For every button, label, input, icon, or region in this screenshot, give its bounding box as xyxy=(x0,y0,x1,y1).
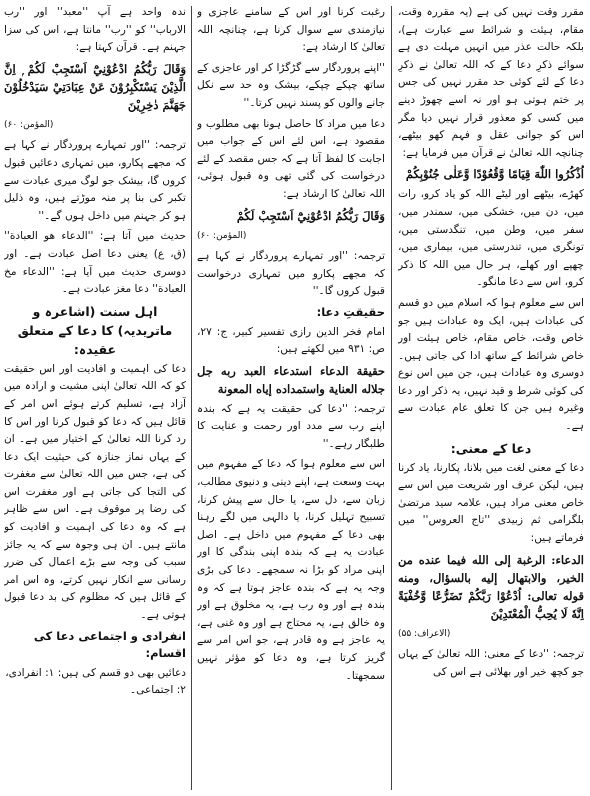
left-column xyxy=(4,4,186,792)
column-divider xyxy=(391,6,392,790)
paragraph: دعا میں مراد کا حاصل ہونا بھی مطلوب و مقصود ہے، اس لئے اس کے جواب میں اجابت کا لفظ آتا ہے کہ جس مقصد کے لئے درخواست کی گئی تھی وہ قبول ہوئی، اللہ تعالیٰ کا ارشاد ہے: xyxy=(197,117,385,200)
paragraph: دعا کے معنی لغت میں بلانا، پکارنا، یاد کرنا ہیں، لیکن عرف اور شریعت میں اس سے خاص معنی مراد ہیں، علامہ سید مرتضیٰ بلگرامی ثم زبیدی ''تاج العروس'' میں فرماتے ہیں: xyxy=(398,461,584,545)
verse-reference: (المؤمن: ۶۰) xyxy=(197,230,247,241)
quran-verse: وَقَالَ رَبُّكُمُ ادْعُوْنِيْٓ اَسْتَجِبْ لَكُمْ xyxy=(236,208,385,223)
column-divider xyxy=(191,6,192,790)
paragraph: امام فخر الدین رازی تفسیر کبیر، ج: ۲۷، ص: ۹۳۱ میں لکھتے ہیں: xyxy=(197,325,385,356)
paragraph: ترجمہ: ''دعا کی حقیقت یہ ہے کہ بندہ اپنے رب سے مدد اور رحمت و عنایت کا طلبگار رہے۔'' xyxy=(197,402,385,450)
section-heading: اہل سنت (اشاعرہ و ماتریدیہ) کا دعا کے متعلق عقیدہ: xyxy=(17,303,173,357)
section-heading: حقیقتِ دعا: xyxy=(316,304,385,319)
paragraph: اس سے معلوم ہوا کہ دعا کے مفہوم میں بہت وسعت ہے، اپنے دینی و دنیوی مطالب، زبان سے، دل سے، یا حال سے پیش کرنا، تسبیح تہلیل کرنا، یا دالہی میں لگے رہنا بھی دعا کے مفہوم میں داخل ہے۔ اصل عبادت یہ ہے کہ بندہ اپنی بندگی کا اور اپنی مراد کو بڑا نہ سمجھے۔ دعا کی بڑی وجہ یہ ہے کہ بندہ عاجز ہوتا ہے کہ وہ بندہ ہے اور وہ رب ہے، یہ مخلوق ہے اور وہ خالق ہے، یہ محتاج ہے اور وہ غنی ہے، یہ عاجز ہے وہ قادر ہے، جو اس امر سے گریز کرتا ہے، وہ دعا کو مؤثر نہیں سمجھتا۔ xyxy=(197,458,385,682)
verse-reference: (المؤمن: ۶۰) xyxy=(4,119,54,130)
arabic-quote: الدعاء: الرغبة إلى الله فيما عنده من الخير، والابتهال إليه بالسؤال، ومنه قوله تعالى: اُدْعُوْا رَبَّكُمْ تَضَرُّعًا وَّخُفْيَةً اِنَّهٗ لَا يُحِبُّ الْمُعْتَدِيْنَ xyxy=(398,552,584,621)
paragraph: ترجمہ: ''دعا کے معنی: اللہ تعالیٰ کے یہاں جو کچھ خیر اور بھلائی ہے اس کی xyxy=(398,648,584,678)
section-heading: دعا کے معنی: xyxy=(450,440,532,456)
paragraph: ندہ واحد ہے آپ ''معبد'' اور ''رب الارباب'' کو ''رب'' مانتا ہے، اس کی سزا جہنم ہے۔ قرآن کہتا ہے: xyxy=(4,6,186,54)
section-heading: انفرادی و اجتماعی دعا کی اقسام: xyxy=(33,628,186,661)
paragraph: ترجمہ: ''اور تمہارے پروردگار نے کہا ہے کہ مجھے پکارو، میں تمہاری دعائیں قبول کروں گا، بیشک جو لوگ میری عبادت سے تکبر کی بنا پر منہ موڑتے ہیں، وہ ذلیل ہو کر جہنم میں داخل ہوں گے۔'' xyxy=(4,139,186,222)
quran-verse: وَقَالَ رَبُّكُمُ ادْعُوْنِيْٓ اَسْتَجِبْ لَكُمْ ۭ اِنَّ الَّذِيْنَ يَسْتَكْبِرُوْنَ عَنْ عِبَادَتِيْ سَيَدْخُلُوْنَ جَهَنَّمَ دٰخِرِيْنَ xyxy=(4,61,186,112)
right-column xyxy=(398,4,584,792)
arabic-quote: حقيقة الدعاء استدعاء العبد ربه جل جلاله العناية واستمداده إياه المعونة xyxy=(197,363,385,396)
paragraph: کھڑے، بیٹھے اور لیٹے اللہ کو یاد کرو، رات میں، دن میں، خشکی میں، سمندر میں، سفر میں، وطن میں، تنگدستی میں، تونگری میں، تندرستی میں، بیماری میں، چھپے اور کھلے، ہر حال میں اللہ کا ذکر کرو، اس سے دعا مانگو۔ xyxy=(398,188,584,289)
paragraph: رغبت کرنا اور اس کے سامنے عاجزی و نیازمندی سے سوال کرنا ہے، چنانچہ اللہ تعالیٰ کا ارشاد ہے: xyxy=(197,6,385,54)
paragraph: مقرر وقت نہیں کی ہے (یہ مقررہ وقت، مقام، ہیئت و شرائط سے عبارت ہے)، بلکہ حالت عذر میں انہیں مہلت دی ہے سوائے ذکرِ دعا کے کہ اللہ تعالیٰ نے ذکرِ دعا کے لئے کوئی حد مقرر نہیں کی جس پر ختم ہوتی ہو اور نہ اسے چھوڑ دینے میں کسی کو معذور قرار نہیں دیا مگر اس کو جوانی عقل و فہم کھو بیٹھے، چنانچہ اللہ تعالیٰ نے قرآن میں فرمایا ہے: xyxy=(398,6,584,159)
verse-reference: (الاعراف: ۵۵) xyxy=(398,628,451,639)
middle-column xyxy=(197,4,385,792)
list-item: ۲: اجتماعی۔ xyxy=(129,684,186,697)
paragraph: اس سے معلوم ہوا کہ اسلام میں دو قسم کی عبادات ہیں، ایک وہ عبادات ہیں جو خاص وقت، خاص مقام، خاص ہیئت اور خاص شرائط کے ساتھ ادا کی جاتی ہیں۔ دوسری وہ عبادات ہیں، جن میں اس نوع کی کوئی شرط و قید نہیں، یہ ذکر اور دعا وغیرہ ہیں جن کا تعلق عام عبادت سے ہے۔ xyxy=(398,296,584,433)
paragraph: ترجمہ: ''اور تمہارے پروردگار نے کہا ہے کہ مجھے پکارو میں تمہاری درخواست قبول کروں گا۔'' xyxy=(197,250,385,298)
list-item: دعائیں بھی دو قسم کی ہیں: ۱: انفرادی، xyxy=(5,666,186,679)
paragraph: دعا کی اہمیت و افادیت اور اس حقیقت کو کہ اللہ تعالیٰ اپنی مشیت و ارادہ میں آزاد ہے، تسلیم کرتے ہوئے اس امر کے قائل ہیں کہ دعا کو قبول کرنا اور اس کا رد کرنا اللہ تعالیٰ کے اختیار میں ہے۔ ان کے یہاں نماز جنازہ کی حیثیت ایک دعا کی ہے، جس میں اللہ تعالیٰ سے مغفرت کی التجا کی جاتی ہے اور مغفرت اس کی رضا پر موقوف ہے۔ اس سے ظاہر ہے کہ وہ دعا کی اہمیت و افادیت کو مانتے ہیں۔ ان ہی وجوہ سے کہ یہ جائز سبب کی وجہ سے بڑے اعمال کی ضرر رسانی سے انکار نہیں کرتے، وہ اس امر کے قائل ہیں کہ مظلوم کی بد دعا قبول ہوتی ہے۔ xyxy=(4,362,186,622)
paragraph: ''اپنے پروردگار سے گڑگڑا کر اور عاجزی کے ساتھ چپکے چپکے، بیشک وہ حد سے نکل جانے والوں کو پسند نہیں کرتا۔'' xyxy=(197,61,385,109)
paragraph: حدیث میں آتا ہے: ''الدعاء هو العبادة'' (ق، ع) یعنی دعا اصل عبادت ہے۔ اور دوسری حدیث میں آیا ہے: ''الدعاء مخ العبادة'' دعا مغز عبادت ہے۔ xyxy=(4,230,186,296)
quran-verse: اُذْكُرُوا اللّٰهَ قِيَامًا وَّقُعُوْدًا وَّعَلٰى جُنُوْبِكُمْ xyxy=(405,167,584,182)
